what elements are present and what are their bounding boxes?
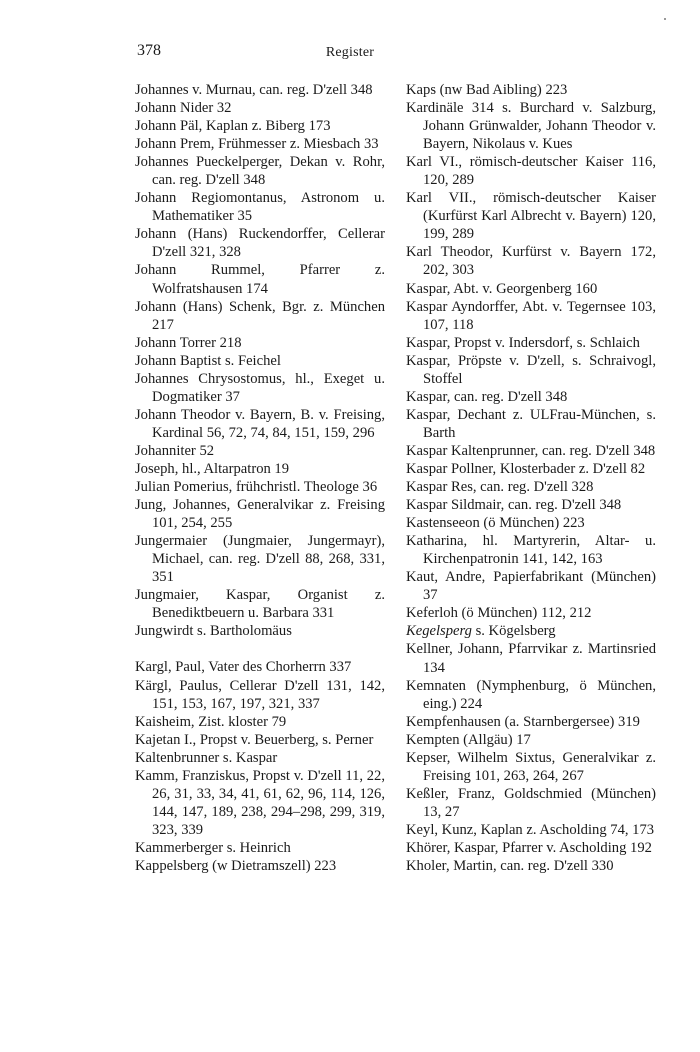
index-entry: Jungermaier (Jungmaier, Jungermayr), Michael, can. reg. D'zell 88, 268, 331, 351 xyxy=(135,533,385,586)
index-entry: Kärgl, Paulus, Cellerar D'zell 131, 142, 151, 153, 167, 197, 321, 337 xyxy=(135,677,385,712)
index-entry: Johann Baptist s. Feichel xyxy=(135,352,281,369)
index-entry: Kaspar Kaltenprunner, can. reg. D'zell 348 xyxy=(406,442,656,459)
index-entry: Kamm, Franziskus, Propst v. D'zell 11, 22, 26, 31, 33, 34, 41, 61, 62, 96, 114, 126, 144, 147, 189, 238, 294–298, 299, 319, 323, 339 xyxy=(135,767,385,838)
italic-headword: Kegelsperg xyxy=(406,623,472,640)
index-entry: Johannes v. Murnau, can. reg. D'zell 348 xyxy=(135,82,373,98)
index-entry: Kaspar Sildmair, can. reg. D'zell 348 xyxy=(406,497,622,514)
index-entry: Kappelsberg (w Dietramszell) 223 xyxy=(135,857,337,874)
index-entry: Karl VII., römisch-deutscher Kaiser (Kurfürst Karl Albrecht v. Bayern) 120, 199, 289 xyxy=(406,190,656,243)
index-entry: Johannes Pueckelperger, Dekan v. Rohr, can. reg. D'zell 348 xyxy=(135,154,385,189)
running-title: Register xyxy=(325,45,375,60)
index-entry: Joseph, hl., Altarpatron 19 xyxy=(135,460,290,477)
index-entry: Kholer, Martin, can. reg. D'zell 330 xyxy=(406,858,614,875)
index-entry: Kaps (nw Bad Aibling) 223 xyxy=(406,82,568,98)
index-entry: Katharina, hl. Martyrerin, Altar- u. Kirchenpatronin 141, 142, 163 xyxy=(406,533,656,568)
index-entry: Kaspar Res, can. reg. D'zell 328 xyxy=(406,479,594,496)
index-entry: Kaspar, Propst v. Indersdorf, s. Schlaich xyxy=(406,334,640,351)
index-entry: Kaltenbrunner s. Kaspar xyxy=(135,749,278,766)
index-entry: Kaut, Andre, Papierfabrikant (München) 37 xyxy=(406,569,656,604)
index-entry: Johannes Chrysostomus, hl., Exeget u. Dogmatiker 37 xyxy=(135,370,385,405)
index-entry: Kempfenhausen (a. Starnbergersee) 319 xyxy=(406,713,640,730)
index-entry: Johann Prem, Frühmesser z. Miesbach 33 xyxy=(135,136,379,153)
index-entry: Kargl, Paul, Vater des Chorherrn 337 xyxy=(135,659,352,676)
index-entry: Kaspar, can. reg. D'zell 348 xyxy=(406,388,568,405)
index-entry: Kemnaten (Nymphenburg, ö München, eing.) 224 xyxy=(406,677,656,712)
index-entry: Johann Nider 32 xyxy=(135,100,232,117)
index-entry: Johann Päl, Kaplan z. Biberg 173 xyxy=(135,118,331,135)
index-entry: Johann Rummel, Pfarrer z. Wolfratshausen 174 xyxy=(135,262,385,297)
index-entry: Kardinäle 314 s. Burchard v. Salzburg, Johann Grünwalder, Johann Theodor v. Bayern, Nikolaus v. Kues xyxy=(406,100,656,153)
index-entry: Jungmaier, Kaspar, Organist z. Benediktbeuern u. Barbara 331 xyxy=(135,587,385,622)
index-entry: Kaspar Ayndorffer, Abt. v. Tegernsee 103, 107, 118 xyxy=(406,298,656,333)
index-entry: Jung, Johannes, Generalvikar z. Freising 101, 254, 255 xyxy=(135,497,385,532)
index-entry: Kempten (Allgäu) 17 xyxy=(406,731,531,748)
index-entry: Kajetan I., Propst v. Beuerberg, s. Perner xyxy=(135,731,374,748)
index-entry-italic xyxy=(406,622,656,640)
index-entry: Julian Pomerius, frühchristl. Theologe 36 xyxy=(135,479,378,496)
index-entry: Johann (Hans) Schenk, Bgr. z. München 217 xyxy=(135,298,385,333)
index-entry: Kaspar Pollner, Klosterbader z. D'zell 82 xyxy=(406,460,646,477)
index-entry: Johann Theodor v. Bayern, B. v. Freising, Kardinal 56, 72, 74, 84, 151, 159, 296 xyxy=(135,406,385,441)
index-column-right xyxy=(406,81,656,875)
index-entry: Khörer, Kaspar, Pfarrer v. Ascholding 192 xyxy=(406,839,652,856)
index-entry: Johann Regiomontanus, Astronom u. Mathematiker 35 xyxy=(135,190,385,225)
index-entry: Kaspar, Dechant z. ULFrau-München, s. Barth xyxy=(406,406,656,441)
page-number: 378 xyxy=(137,42,161,59)
index-entry: Kastenseeon (ö München) 223 xyxy=(406,515,585,532)
index-entry: Jungwirdt s. Bartholomäus xyxy=(135,623,292,640)
index-entry: Kellner, Johann, Pfarrvikar z. Martinsried 134 xyxy=(406,641,656,676)
index-column-left xyxy=(135,81,385,875)
scan-speck xyxy=(664,18,666,20)
index-entry: Kepser, Wilhelm Sixtus, Generalvikar z. Freising 101, 263, 264, 267 xyxy=(406,749,656,784)
index-entry: Karl VI., römisch-deutscher Kaiser 116, 120, 289 xyxy=(406,154,656,189)
index-entry: Kaspar, Pröpste v. D'zell, s. Schraivogl, Stoffel xyxy=(406,352,656,387)
index-entry: Karl Theodor, Kurfürst v. Bayern 172, 202, 303 xyxy=(406,244,656,279)
italic-entry-reference: s. Kögelsberg xyxy=(471,623,556,640)
index-entry: Johanniter 52 xyxy=(135,442,215,459)
index-entry: Johann Torrer 218 xyxy=(135,334,242,351)
index-entry: Keferloh (ö München) 112, 212 xyxy=(406,605,592,622)
index-entry: Kammerberger s. Heinrich xyxy=(135,839,291,856)
index-entry: Kaisheim, Zist. kloster 79 xyxy=(135,713,287,730)
index-entry: Keyl, Kunz, Kaplan z. Ascholding 74, 173 xyxy=(406,821,655,838)
index-entry: Kaspar, Abt. v. Georgenberg 160 xyxy=(406,280,598,297)
index-entry: Keßler, Franz, Goldschmied (München) 13, 27 xyxy=(406,785,656,820)
index-entry: Johann (Hans) Ruckendorffer, Cellerar D'zell 321, 328 xyxy=(135,226,385,261)
